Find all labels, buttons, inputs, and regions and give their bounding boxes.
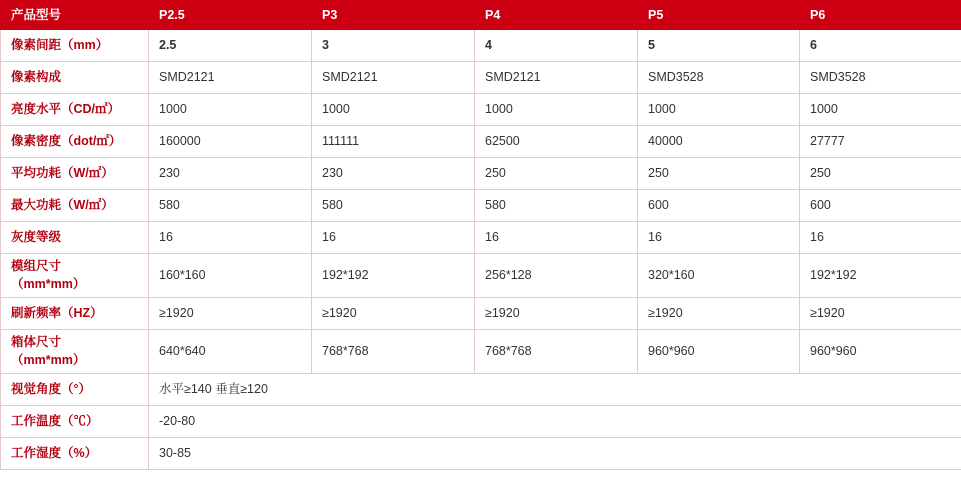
row-label [1,254,149,298]
row-label [1,126,149,158]
row-label: 工作湿度（%） [1,438,149,470]
cell-value: 27777 [800,126,961,158]
cell-value: 16 [149,222,312,254]
row-label [1,158,149,190]
table-row [1,406,961,438]
row-label-line: 平均功耗（W/㎡） [11,165,114,180]
cell-value: 256*128 [475,254,638,298]
header-cell-p4: P4 [475,1,638,30]
cell-value: 62500 [475,126,638,158]
row-label-line: 像素密度（dot/㎡） [11,133,122,148]
cell-value: 250 [475,158,638,190]
cell-value: 3 [312,30,475,62]
cell-value: 600 [638,190,800,222]
cell-value: 960*960 [638,330,800,374]
cell-value: 640*640 [149,330,312,374]
row-label [1,298,149,330]
cell-value: 250 [638,158,800,190]
row-label [1,62,149,94]
cell-value: ≥1920 [638,298,800,330]
header-cell-p3: P3 [312,1,475,30]
cell-value: 160*160 [149,254,312,298]
cell-value: 1000 [475,94,638,126]
table-row [1,374,961,406]
cell-value: 40000 [638,126,800,158]
cell-value: 2.5 [149,30,312,62]
table-row [1,298,961,330]
table-row [1,330,961,374]
row-label [1,222,149,254]
cell-value: 600 [800,190,961,222]
row-label [1,190,149,222]
table-row [1,190,961,222]
cell-value: ≥1920 [800,298,961,330]
row-label-line: 刷新频率（HZ） [11,305,103,320]
cell-value: 192*192 [312,254,475,298]
cell-value: ≥1920 [312,298,475,330]
cell-value: SMD3528 [638,62,800,94]
row-label: 视觉角度（°） [1,374,149,406]
cell-value: 111111 [312,126,475,158]
cell-value: SMD2121 [312,62,475,94]
cell-value: 5 [638,30,800,62]
table-row [1,254,961,298]
cell-value: SMD2121 [475,62,638,94]
table-header-row [1,1,961,30]
cell-value: 230 [312,158,475,190]
table-row [1,222,961,254]
row-label [1,330,149,374]
cell-value: 4 [475,30,638,62]
table-row [1,62,961,94]
row-label-line: 最大功耗（W/㎡） [11,197,114,212]
table-row [1,30,961,62]
cell-value-span: 30-85 [149,438,961,470]
cell-value: 16 [638,222,800,254]
cell-value: 960*960 [800,330,961,374]
row-label: 工作温度（℃） [1,406,149,438]
row-label-line: （mm*mm） [11,276,86,291]
cell-value: 1000 [312,94,475,126]
cell-value-span: -20-80 [149,406,961,438]
cell-value: 16 [312,222,475,254]
cell-value-span: 水平≥140 垂直≥120 [149,374,961,406]
cell-value: ≥1920 [149,298,312,330]
header-cell-p6: P6 [800,1,961,30]
header-cell-model: 产品型号 [1,1,149,30]
table-row [1,158,961,190]
header-cell-p5: P5 [638,1,800,30]
cell-value: 250 [800,158,961,190]
row-label-line: 像素间距（mm） [11,37,109,52]
cell-value: SMD2121 [149,62,312,94]
row-label-line: 箱体尺寸 [11,335,62,349]
table-row [1,94,961,126]
cell-value: 192*192 [800,254,961,298]
cell-value: 320*160 [638,254,800,298]
cell-value: 230 [149,158,312,190]
cell-value: 160000 [149,126,312,158]
cell-value: 768*768 [475,330,638,374]
cell-value: SMD3528 [800,62,961,94]
cell-value: 16 [800,222,961,254]
cell-value: 580 [475,190,638,222]
header-cell-p25: P2.5 [149,1,312,30]
cell-value: 6 [800,30,961,62]
cell-value: ≥1920 [475,298,638,330]
row-label-line: 模组尺寸 [11,259,62,273]
table-row [1,126,961,158]
row-label-line: 亮度水平（CD/㎡） [11,101,121,116]
cell-value: 580 [149,190,312,222]
row-label-line: （mm*mm） [11,352,86,367]
table-body [1,30,961,470]
cell-value: 768*768 [312,330,475,374]
table-row [1,438,961,470]
row-label [1,94,149,126]
cell-value: 1000 [638,94,800,126]
cell-value: 16 [475,222,638,254]
table-header [1,1,961,30]
row-label-line: 灰度等级 [11,229,62,244]
cell-value: 1000 [149,94,312,126]
row-label [1,30,149,62]
cell-value: 1000 [800,94,961,126]
cell-value: 580 [312,190,475,222]
row-label-line: 像素构成 [11,69,62,84]
